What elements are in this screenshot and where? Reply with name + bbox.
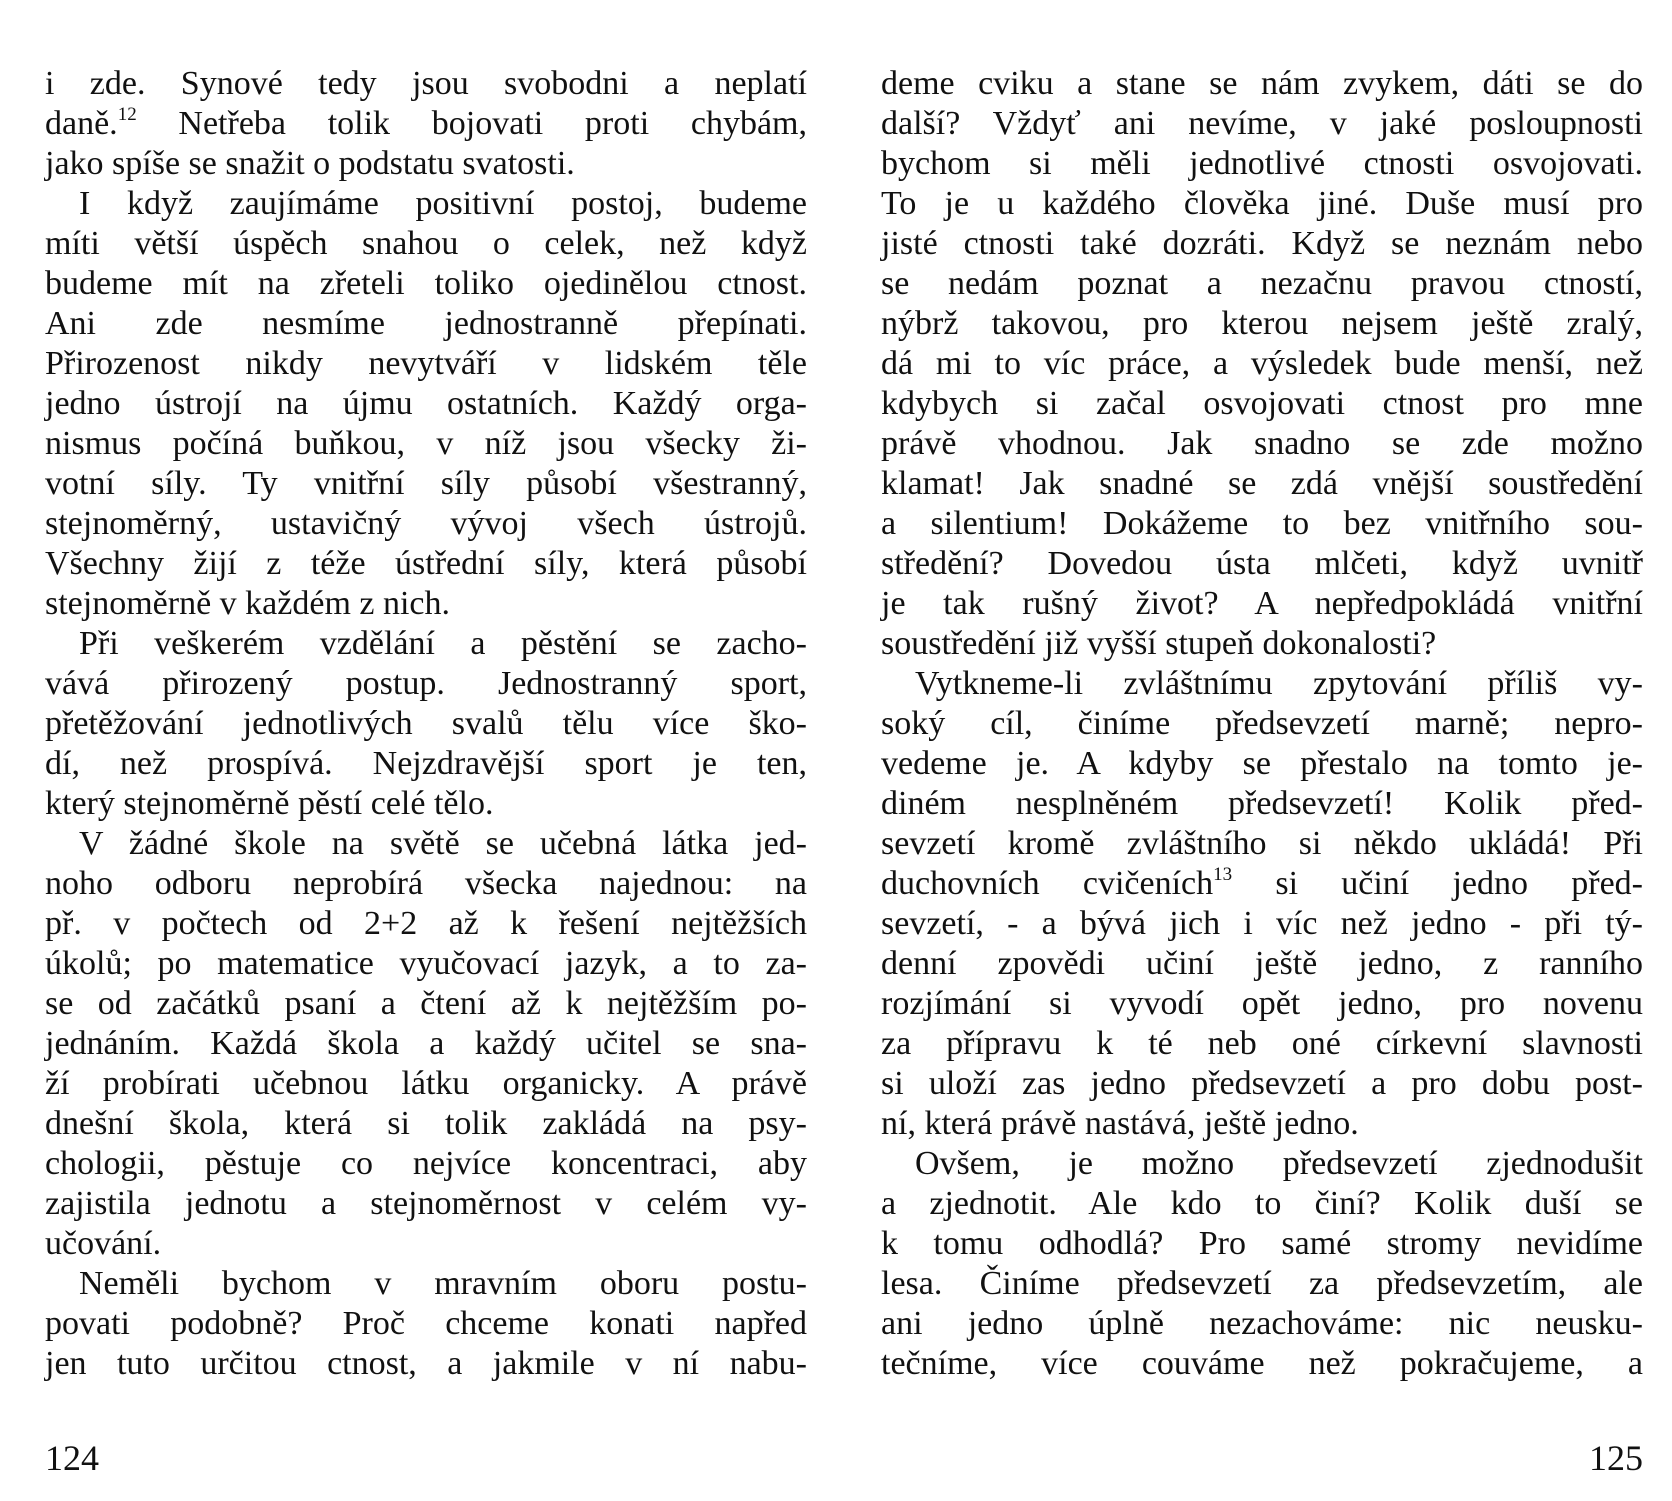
footnote-marker: 13 — [1213, 864, 1233, 885]
text-line: i zde. Synové tedy jsou svobodni a neplatí — [45, 65, 807, 102]
text-line: a zjednotit. Ale kdo to činí? Kolik duší se — [881, 1185, 1643, 1222]
text-line: si uloží zas jedno předsevzetí a pro dobu post- — [881, 1065, 1643, 1102]
text-line: votní síly. Ty vnitřní síly působí všestranný, — [45, 465, 807, 502]
text-line: chologii, pěstuje co nejvíce koncentraci, aby — [45, 1145, 807, 1182]
text-line: vává přirozený postup. Jednostranný sport, — [45, 665, 807, 702]
text-line: středění? Dovedou ústa mlčeti, když uvnitř — [881, 545, 1643, 582]
text-line: který stejnoměrně pěstí celé tělo. — [45, 785, 494, 822]
text-line: dí, než prospívá. Nejzdravější sport je ten, — [45, 745, 807, 782]
text-line: klamat! Jak snadné se zdá vnější soustředění — [881, 465, 1643, 502]
text-line: dá mi to víc práce, a výsledek bude menší, než — [881, 345, 1643, 382]
text-line: Přirozenost nikdy nevytváří v lidském těle — [45, 345, 807, 382]
text-line: jako spíše se snažit o podstatu svatosti. — [45, 145, 575, 182]
text-line: př. v počtech od 2+2 až k řešení nejtěžších — [45, 905, 807, 942]
text-line: jisté ctnosti také dozráti. Když se neznám nebo — [881, 225, 1643, 262]
text-line: k tomu odhodlá? Pro samé stromy nevidíme — [881, 1225, 1643, 1262]
footnote-marker: 12 — [117, 104, 137, 125]
text-line: sevzetí, - a bývá jich i víc než jedno - při tý- — [881, 905, 1643, 942]
line-text-rest: si učiní jedno před- — [1232, 865, 1643, 902]
text-line: Ani zde nesmíme jednostranně přepínati. — [45, 305, 807, 342]
text-line: dnešní škola, která si tolik zakládá na psy- — [45, 1105, 807, 1142]
text-line: denní zpovědi učiní ještě jedno, z ranního — [881, 945, 1643, 982]
text-line: zajistila jednotu a stejnoměrnost v celém vy- — [45, 1185, 807, 1222]
text-line — [45, 104, 807, 144]
text-line: vedeme je. A kdyby se přestalo na tomto je- — [881, 745, 1643, 782]
page-number-right: 125 — [1589, 1438, 1643, 1478]
text-line: deme cviku a stane se nám zvykem, dáti se do — [881, 65, 1643, 102]
text-line: ani jedno úplně nezachováme: nic neusku- — [881, 1305, 1643, 1342]
text-line: jednáním. Každá škola a každý učitel se sna- — [45, 1025, 807, 1062]
line-text: daně. — [45, 105, 118, 142]
text-line: tečníme, více couváme než pokračujeme, a — [881, 1345, 1643, 1382]
text-line: se nedám poznat a nezačnu pravou ctností, — [881, 265, 1643, 302]
text-line: sevzetí kromě zvláštního si někdo ukládá! Při — [881, 825, 1643, 862]
text-line: Vytkneme-li zvláštnímu zpytování příliš vy- — [915, 665, 1643, 702]
text-line: právě vhodnou. Jak snadno se zde možno — [881, 425, 1643, 462]
text-line — [881, 864, 1643, 904]
text-line: noho odboru neprobírá všecka najednou: na — [45, 865, 807, 902]
text-line: I když zaujímáme positivní postoj, budeme — [79, 185, 807, 222]
text-line: kdybych si začal osvojovati ctnost pro mne — [881, 385, 1643, 422]
text-line: a silentium! Dokážeme to bez vnitřního sou- — [881, 505, 1643, 542]
text-line: soustředění již vyšší stupeň dokonalosti? — [881, 625, 1437, 662]
text-line: bychom si měli jednotlivé ctnosti osvojovati. — [881, 145, 1643, 182]
text-line: ní, která právě nastává, ještě jedno. — [881, 1105, 1359, 1142]
text-line: diném nesplněném předsevzetí! Kolik před- — [881, 785, 1643, 822]
text-line: míti větší úspěch snahou o celek, než když — [45, 225, 807, 262]
text-line: další? Vždyť ani nevíme, v jaké posloupnosti — [881, 105, 1643, 142]
text-line: budeme mít na zřeteli toliko ojedinělou ctnost. — [45, 265, 807, 302]
text-line: nýbrž takovou, pro kterou nejsem ještě zralý, — [881, 305, 1643, 342]
text-line: povati podobně? Proč chceme konati napřed — [45, 1305, 807, 1342]
text-line: soký cíl, činíme předsevzetí marně; nepro- — [881, 705, 1643, 742]
text-line: Neměli bychom v mravním oboru postu- — [79, 1265, 807, 1302]
text-line: stejnoměrně v každém z nich. — [45, 585, 451, 622]
text-line: lesa. Činíme předsevzetí za předsevzetím, ale — [881, 1265, 1643, 1302]
line-text-rest: Netřeba tolik bojovati proti chybám, — [136, 105, 807, 142]
text-line: jen tuto určitou ctnost, a jakmile v ní nabu- — [45, 1345, 807, 1382]
page-number-left: 124 — [45, 1438, 99, 1478]
right-page-text — [881, 64, 1643, 1384]
text-line: učování. — [45, 1225, 162, 1262]
text-line: za přípravu k té neb oné církevní slavnosti — [881, 1025, 1643, 1062]
text-line: rozjímání si vyvodí opět jedno, pro novenu — [881, 985, 1643, 1022]
text-line: To je u každého člověka jiné. Duše musí pro — [881, 185, 1643, 222]
text-line: Všechny žijí z téže ústřední síly, která působí — [45, 545, 807, 582]
text-line: je tak rušný život? A nepředpokládá vnitřní — [881, 585, 1643, 622]
text-line: se od začátků psaní a čtení až k nejtěžším po- — [45, 985, 807, 1022]
left-page-text — [45, 64, 807, 1384]
text-line: přetěžování jednotlivých svalů tělu více ško- — [45, 705, 807, 742]
text-line: V žádné škole na světě se učebná látka jed- — [79, 825, 807, 862]
text-line: Ovšem, je možno předsevzetí zjednodušit — [915, 1145, 1643, 1182]
text-line: nismus počíná buňkou, v níž jsou všecky ži- — [45, 425, 807, 462]
text-line: stejnoměrný, ustavičný vývoj všech ústrojů. — [45, 505, 807, 542]
text-line: úkolů; po matematice vyučovací jazyk, a to za- — [45, 945, 807, 982]
text-line: Při veškerém vzdělání a pěstění se zacho- — [79, 625, 807, 662]
text-line: ží probírati učebnou látku organicky. A právě — [45, 1065, 807, 1102]
text-line: jedno ústrojí na újmu ostatních. Každý orga- — [45, 385, 807, 422]
line-text: duchovních cvičeních — [881, 865, 1214, 902]
